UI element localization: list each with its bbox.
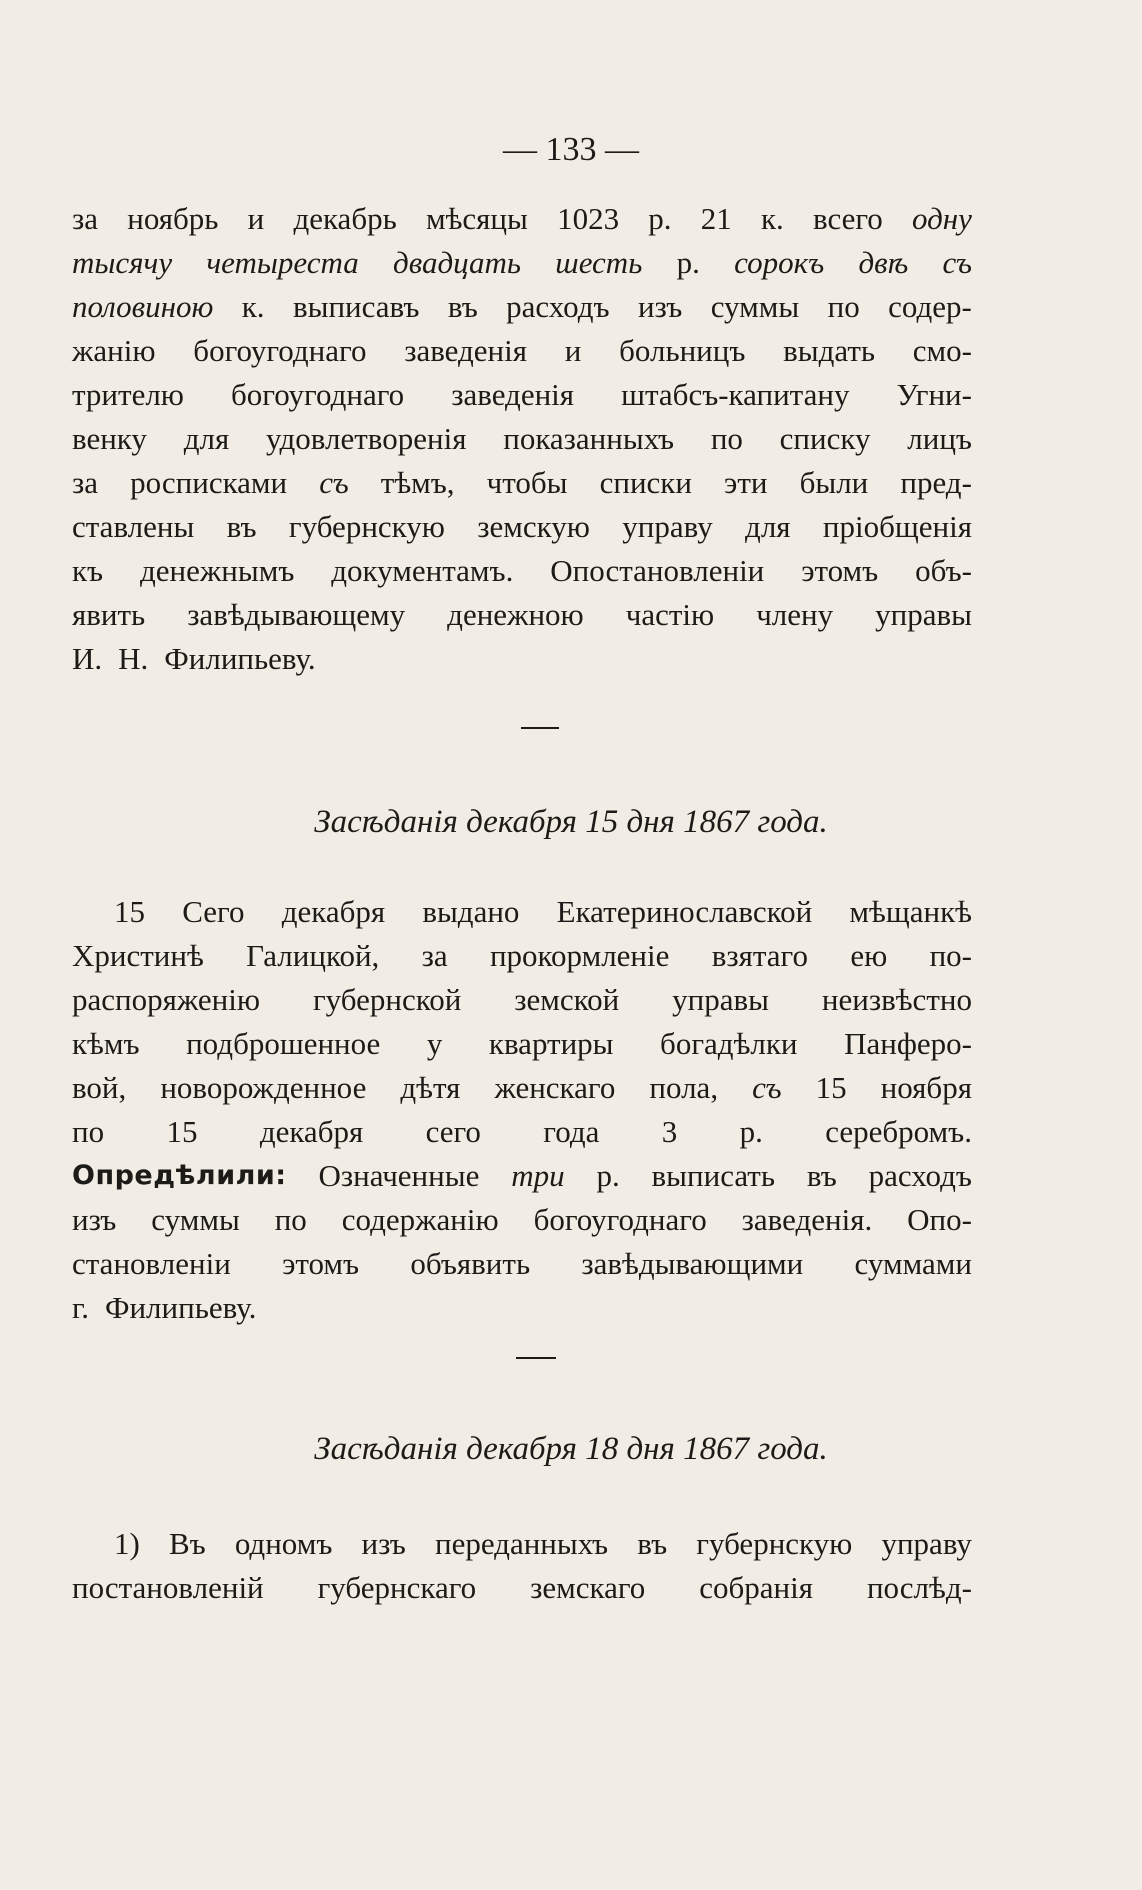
word: р. bbox=[739, 1114, 763, 1149]
word: суммами bbox=[854, 1246, 972, 1281]
word: вой, bbox=[72, 1070, 127, 1105]
word: были bbox=[799, 465, 869, 500]
text-line bbox=[72, 1242, 972, 1286]
word: Опо- bbox=[907, 1202, 972, 1237]
word: лицъ bbox=[907, 421, 972, 456]
text-line bbox=[72, 329, 972, 373]
word: заведенія bbox=[404, 333, 528, 368]
word: ноября bbox=[880, 1070, 972, 1105]
word: 15 bbox=[114, 894, 145, 929]
text-line bbox=[72, 461, 972, 505]
word: шесть bbox=[555, 245, 643, 280]
word: венку bbox=[72, 421, 147, 456]
word: земской bbox=[514, 982, 620, 1017]
word: выдать bbox=[783, 333, 876, 368]
word: денежною bbox=[447, 597, 584, 632]
word: по bbox=[72, 1114, 105, 1149]
word: изъ bbox=[361, 1526, 406, 1561]
word: больницъ bbox=[619, 333, 746, 368]
word: управу bbox=[622, 509, 713, 544]
word: становленіи bbox=[72, 1246, 231, 1281]
word: Означенные bbox=[318, 1158, 480, 1193]
word: р. bbox=[596, 1158, 620, 1193]
word: показанныхъ bbox=[503, 421, 675, 456]
word: богадѣлки bbox=[660, 1026, 798, 1061]
word: явить bbox=[72, 597, 146, 632]
word: содер- bbox=[888, 289, 972, 324]
word: по bbox=[827, 289, 860, 324]
text-line bbox=[72, 890, 972, 934]
word: завѣдывающему bbox=[187, 597, 406, 632]
word: Опредѣлили: bbox=[72, 1160, 287, 1191]
word: одномъ bbox=[234, 1526, 333, 1561]
word: взятаго bbox=[711, 938, 808, 973]
word: списку bbox=[779, 421, 871, 456]
word: за bbox=[72, 201, 99, 236]
word: всего bbox=[813, 201, 883, 236]
text-line bbox=[72, 1286, 972, 1330]
text-line bbox=[72, 373, 972, 417]
word: Сего bbox=[182, 894, 245, 929]
word: Христинѣ bbox=[72, 938, 204, 973]
word: въ bbox=[447, 289, 478, 324]
word: 21 bbox=[700, 201, 732, 236]
word: жанію bbox=[72, 333, 156, 368]
word: денежнымъ bbox=[140, 553, 295, 588]
word: ставлены bbox=[72, 509, 195, 544]
word: переданныхъ bbox=[434, 1526, 609, 1561]
word: эти bbox=[724, 465, 768, 500]
word: постановленій bbox=[72, 1570, 264, 1605]
text-line bbox=[72, 241, 972, 285]
word: управы bbox=[672, 982, 769, 1017]
word: и bbox=[247, 201, 265, 236]
word: росписками bbox=[130, 465, 288, 500]
word: пріобщенія bbox=[822, 509, 972, 544]
word: четыреста bbox=[206, 245, 359, 280]
word: двадцать bbox=[393, 245, 522, 280]
word: декабря bbox=[259, 1114, 364, 1149]
word: расходъ bbox=[506, 289, 610, 324]
word: объявить bbox=[410, 1246, 531, 1281]
word: губернскую bbox=[696, 1526, 853, 1561]
text-line bbox=[72, 1110, 972, 1154]
word: к. bbox=[241, 289, 265, 324]
word: пола, bbox=[649, 1070, 719, 1105]
word: управы bbox=[875, 597, 972, 632]
word: документамъ. bbox=[331, 553, 514, 588]
word: сего bbox=[425, 1114, 481, 1149]
word: три bbox=[511, 1158, 565, 1193]
word: земскаго bbox=[530, 1570, 646, 1605]
word: суммы bbox=[151, 1202, 240, 1237]
text-line bbox=[72, 285, 972, 329]
word: дѣтя bbox=[400, 1070, 461, 1105]
text-line bbox=[72, 637, 972, 681]
text-line bbox=[72, 1022, 972, 1066]
word: завѣдывающими bbox=[581, 1246, 804, 1281]
word: 15 bbox=[815, 1070, 847, 1105]
text-line bbox=[72, 978, 972, 1022]
word: новорожденное bbox=[160, 1070, 367, 1105]
word: въ bbox=[226, 509, 257, 544]
text-line bbox=[72, 1066, 972, 1110]
word: этомъ bbox=[282, 1246, 360, 1281]
text-line bbox=[72, 505, 972, 549]
word: 1) bbox=[114, 1526, 140, 1561]
word: заведенія. bbox=[741, 1202, 873, 1237]
word: по bbox=[710, 421, 743, 456]
word: сорокъ bbox=[734, 245, 825, 280]
word: Филипьеву. bbox=[104, 1290, 257, 1325]
word: 15 bbox=[166, 1114, 198, 1149]
word: по- bbox=[929, 938, 972, 973]
section-2-text bbox=[72, 890, 972, 1330]
word: половиною bbox=[72, 289, 214, 324]
section-3-title: Засѣданія декабря 18 дня 1867 года. bbox=[314, 1431, 828, 1467]
word: списки bbox=[599, 465, 692, 500]
word: за bbox=[72, 465, 99, 500]
word: женскаго bbox=[494, 1070, 616, 1105]
word: выписавъ bbox=[292, 289, 420, 324]
word: заведенія bbox=[451, 377, 575, 412]
word: серебромъ. bbox=[825, 1114, 972, 1149]
word: г. bbox=[72, 1290, 89, 1325]
word: Н. bbox=[118, 641, 149, 676]
word: мѣсяцы bbox=[425, 201, 528, 236]
word: Филипьеву. bbox=[164, 641, 316, 676]
word: р. bbox=[648, 201, 672, 236]
word: у bbox=[426, 1026, 443, 1061]
word: для bbox=[183, 421, 230, 456]
word: ею bbox=[850, 938, 888, 973]
word: штабсъ-капитану bbox=[621, 377, 850, 412]
word: к. bbox=[760, 201, 784, 236]
text-line bbox=[72, 197, 972, 241]
text-line bbox=[72, 934, 972, 978]
word: декабрь bbox=[293, 201, 397, 236]
word: частію bbox=[625, 597, 715, 632]
word: неизвѣстно bbox=[821, 982, 972, 1017]
text-line bbox=[72, 1522, 972, 1566]
word: декабря bbox=[281, 894, 386, 929]
word: съ bbox=[752, 1070, 782, 1105]
word: пред- bbox=[900, 465, 972, 500]
word: члену bbox=[756, 597, 834, 632]
word: Галицкой, bbox=[246, 938, 380, 973]
word: двѣ bbox=[858, 245, 909, 280]
section-divider-2 bbox=[516, 1357, 556, 1359]
word: губернскаго bbox=[317, 1570, 477, 1605]
word: для bbox=[745, 509, 791, 544]
text-line bbox=[72, 1566, 972, 1610]
word: тѣмъ, bbox=[380, 465, 455, 500]
word: Угни- bbox=[896, 377, 972, 412]
word: губернской bbox=[312, 982, 462, 1017]
word: по bbox=[274, 1202, 307, 1237]
text-line bbox=[72, 417, 972, 461]
word: губернскую bbox=[288, 509, 445, 544]
word: послѣд- bbox=[866, 1570, 972, 1605]
word: управу bbox=[881, 1526, 972, 1561]
word: съ bbox=[319, 465, 349, 500]
word: Панферо- bbox=[844, 1026, 972, 1061]
text-line bbox=[72, 1154, 972, 1198]
text-line bbox=[72, 593, 972, 637]
word: содержанію bbox=[341, 1202, 499, 1237]
word: этомъ bbox=[801, 553, 879, 588]
word: подброшенное bbox=[186, 1026, 381, 1061]
word: кѣмъ bbox=[72, 1026, 140, 1061]
word: ноябрь bbox=[127, 201, 219, 236]
word: Въ bbox=[168, 1526, 206, 1561]
text-line bbox=[72, 1198, 972, 1242]
word: Опостановленіи bbox=[550, 553, 765, 588]
word: богоугоднаго bbox=[231, 377, 405, 412]
word: собранія bbox=[699, 1570, 813, 1605]
word: расходъ bbox=[868, 1158, 972, 1193]
word: р. bbox=[676, 245, 700, 280]
word: прокормленіе bbox=[489, 938, 670, 973]
word: богоугоднаго bbox=[193, 333, 367, 368]
word: 3 bbox=[661, 1114, 678, 1149]
word: Екатеринославской bbox=[556, 894, 813, 929]
word: суммы bbox=[710, 289, 800, 324]
word: удовлетворенія bbox=[265, 421, 467, 456]
word: распоряженію bbox=[72, 982, 260, 1017]
word: къ bbox=[72, 553, 104, 588]
word: въ bbox=[637, 1526, 668, 1561]
word: 1023 bbox=[557, 201, 620, 236]
word: квартиры bbox=[488, 1026, 614, 1061]
section-3-text bbox=[72, 1522, 972, 1610]
word: земскую bbox=[477, 509, 590, 544]
word: тысячу bbox=[72, 245, 173, 280]
word: смо- bbox=[912, 333, 972, 368]
word: года bbox=[543, 1114, 600, 1149]
section-divider bbox=[521, 727, 559, 729]
word: одну bbox=[912, 201, 972, 236]
word: выдано bbox=[422, 894, 520, 929]
word: въ bbox=[806, 1158, 837, 1193]
word: изъ bbox=[637, 289, 683, 324]
word: и bbox=[564, 333, 582, 368]
section-2-title: Засѣданія декабря 15 дня 1867 года. bbox=[314, 804, 828, 840]
word: изъ bbox=[72, 1202, 117, 1237]
word: трителю bbox=[72, 377, 184, 412]
word: богоугоднаго bbox=[533, 1202, 707, 1237]
section-1-text bbox=[72, 197, 972, 681]
word: за bbox=[421, 938, 448, 973]
page-number: — 133 — bbox=[503, 131, 639, 168]
word: мѣщанкѣ bbox=[849, 894, 972, 929]
text-line bbox=[72, 549, 972, 593]
word: чтобы bbox=[486, 465, 568, 500]
word: выписать bbox=[651, 1158, 775, 1193]
word: съ bbox=[942, 245, 972, 280]
word: И. bbox=[72, 641, 103, 676]
word: объ- bbox=[915, 553, 972, 588]
